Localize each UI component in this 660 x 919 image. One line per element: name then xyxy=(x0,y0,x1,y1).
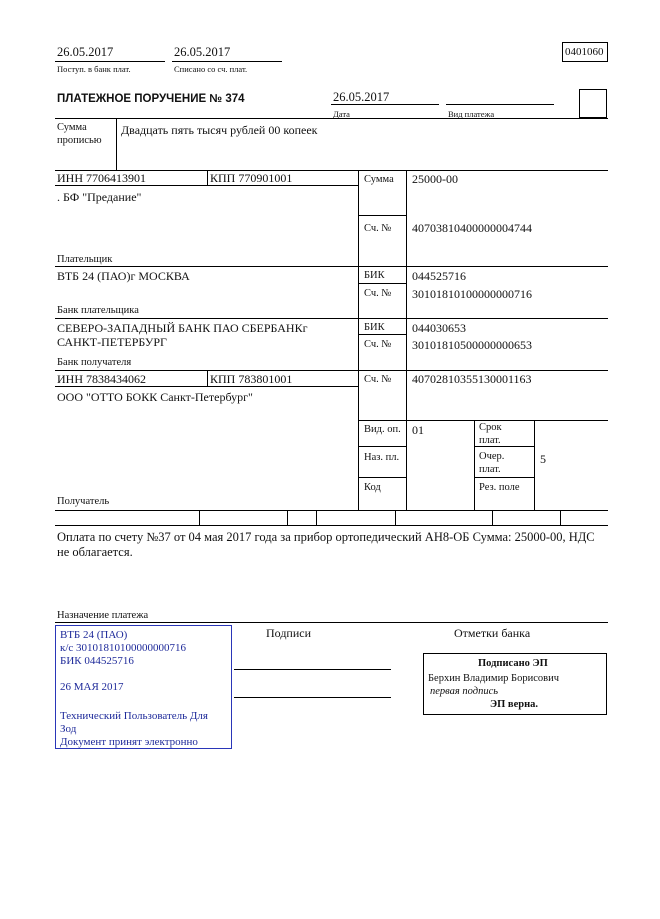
line-tax-col3 xyxy=(316,510,317,525)
purpose-line-2: не облагается. xyxy=(57,545,133,559)
recipient-label: Получатель xyxy=(57,496,110,507)
line-tax-col5 xyxy=(492,510,493,525)
e-signature-role: первая подпись xyxy=(430,686,499,697)
line-tax-col4 xyxy=(395,510,396,525)
recipient-bank-bik-label: БИК xyxy=(364,322,385,333)
line-tax-bottom xyxy=(55,525,608,526)
line-label-divider xyxy=(406,170,407,510)
recipient-kpp: КПП 783801001 xyxy=(210,372,293,386)
rez-pole-label: Рез. поле xyxy=(479,482,520,493)
payer-bank-bik: 044525716 xyxy=(412,269,466,283)
recipient-bank-account-label: Сч. № xyxy=(364,339,392,350)
line-tax-col6 xyxy=(560,510,561,525)
line-op-mid2 xyxy=(358,477,406,478)
bank-stamp-line-2: к/с 30101810100000000716 xyxy=(60,642,187,654)
payer-account-label: Сч. № xyxy=(364,223,392,234)
signature-line-2 xyxy=(234,697,391,698)
payer-kpp: КПП 770901001 xyxy=(210,171,293,185)
form-code: 0401060 xyxy=(565,46,604,58)
page-title: ПЛАТЕЖНОЕ ПОРУЧЕНИЕ № 374 xyxy=(57,93,245,105)
recipient-bank-label: Банк получателя xyxy=(57,357,132,368)
bank-marks-title: Отметки банка xyxy=(454,626,531,640)
payer-name: . БФ "Предание" xyxy=(57,190,142,204)
payer-account: 40703810400000004744 xyxy=(412,221,532,235)
line-inn-kpp-divider xyxy=(207,170,208,185)
ocher-label-1: Очер. xyxy=(479,451,505,462)
date-debited-underline xyxy=(172,61,282,62)
recipient-bank-account: 30101810500000000653 xyxy=(412,338,532,352)
date-received-underline xyxy=(55,61,165,62)
line-op-mid2-right xyxy=(474,477,534,478)
line-bik2-mid xyxy=(358,334,406,335)
recipient-account-label: Сч. № xyxy=(364,374,392,385)
e-signature-box xyxy=(423,653,607,715)
amount-label: Сумма xyxy=(364,174,394,185)
payer-bank-account-label: Сч. № xyxy=(364,288,392,299)
amount-words-value: Двадцать пять тысяч рублей 00 копеек xyxy=(121,123,318,137)
date-received: 26.05.2017 xyxy=(57,45,114,59)
order-date-underline xyxy=(331,104,439,105)
signature-line-1 xyxy=(234,669,391,670)
line-op-col3 xyxy=(474,420,475,510)
srok-label-2: плат. xyxy=(479,435,501,446)
bank-stamp-line-4: 26 МАЯ 2017 xyxy=(60,681,124,693)
purpose-bottom-line xyxy=(55,622,608,623)
vid-op-value: 01 xyxy=(412,423,424,437)
recipient-inn: ИНН 7838434062 xyxy=(57,372,146,386)
bank-stamp-line-1: ВТБ 24 (ПАО) xyxy=(60,629,128,641)
amount-words-label-1: Сумма xyxy=(57,122,87,133)
amount-words-divider xyxy=(116,118,117,170)
order-date-label: Дата xyxy=(333,109,350,119)
line-op-mid1 xyxy=(358,446,406,447)
line-recipient-bottom xyxy=(55,510,608,511)
line-recipient-inn-bottom xyxy=(55,386,358,387)
signatures-title: Подписи xyxy=(266,626,312,640)
recipient-bank-bik: 044030653 xyxy=(412,321,466,335)
recipient-bank-name-1: СЕВЕРО-ЗАПАДНЫЙ БАНК ПАО СБЕРБАНКг xyxy=(57,321,308,335)
e-signature-verified: ЭП верна. xyxy=(490,699,539,710)
payment-type-label: Вид платежа xyxy=(448,109,495,119)
payer-label: Плательщик xyxy=(57,254,113,265)
amount-value: 25000-00 xyxy=(412,172,458,186)
ocher-value: 5 xyxy=(540,452,546,466)
e-signature-signer: Берхин Владимир Борисович xyxy=(428,673,559,684)
ocher-label-2: плат. xyxy=(479,464,501,475)
line-bik1-mid xyxy=(358,283,406,284)
srok-label-1: Срок xyxy=(479,422,502,433)
payer-inn: ИНН 7706413901 xyxy=(57,171,146,185)
payer-bank-name: ВТБ 24 (ПАО)г МОСКВА xyxy=(57,269,190,283)
amount-words-label-2: прописью xyxy=(57,135,102,146)
payer-bank-label: Банк плательщика xyxy=(57,305,139,316)
e-signature-title: Подписано ЭП xyxy=(478,658,548,669)
bank-stamp xyxy=(55,625,232,749)
line-tax-col1 xyxy=(199,510,200,525)
date-received-label: Поступ. в банк плат. xyxy=(57,64,131,74)
line-op-top xyxy=(358,420,608,421)
recipient-name: ООО "ОТТО БОКК Санкт-Петербург" xyxy=(57,390,253,404)
naz-pl-label: Наз. пл. xyxy=(364,452,400,463)
date-debited-label: Списано со сч. плат. xyxy=(174,64,248,74)
recipient-account: 40702810355130001163 xyxy=(412,372,532,386)
bank-stamp-line-7: Документ принят электронно xyxy=(60,736,198,748)
date-debited: 26.05.2017 xyxy=(174,45,231,59)
recipient-bank-name-2: САНКТ-ПЕТЕРБУРГ xyxy=(57,335,167,349)
payment-status-box xyxy=(579,89,607,118)
bank-stamp-line-6: Зод xyxy=(60,723,77,735)
purpose-line-1: Оплата по счету №37 от 04 мая 2017 года за прибор ортопедический АН8-ОБ Сумма: 25000-00, НДС xyxy=(57,530,595,544)
line-sum-bottom xyxy=(358,215,406,216)
line-payer-bottom xyxy=(55,266,608,267)
bank-stamp-line-3: БИК 044525716 xyxy=(60,655,134,667)
line-recipient-bank-bottom xyxy=(55,370,608,371)
payer-bank-account: 30101810100000000716 xyxy=(412,287,532,301)
line-inn-bottom xyxy=(55,185,358,186)
line-op-col4 xyxy=(534,420,535,510)
vid-op-label: Вид. оп. xyxy=(364,424,401,435)
line-payer-bank-bottom xyxy=(55,318,608,319)
bank-stamp-line-5: Технический Пользователь Для xyxy=(60,710,208,722)
line-recipient-inn-kpp-divider xyxy=(207,370,208,386)
line-center-divider xyxy=(358,170,359,510)
order-date: 26.05.2017 xyxy=(333,90,390,104)
payer-bank-bik-label: БИК xyxy=(364,270,385,281)
row-line-top xyxy=(55,118,608,119)
line-tax-col2 xyxy=(287,510,288,525)
payment-type-underline xyxy=(446,104,554,105)
kod-label: Код xyxy=(364,482,381,493)
purpose-label: Назначение платежа xyxy=(57,610,149,621)
